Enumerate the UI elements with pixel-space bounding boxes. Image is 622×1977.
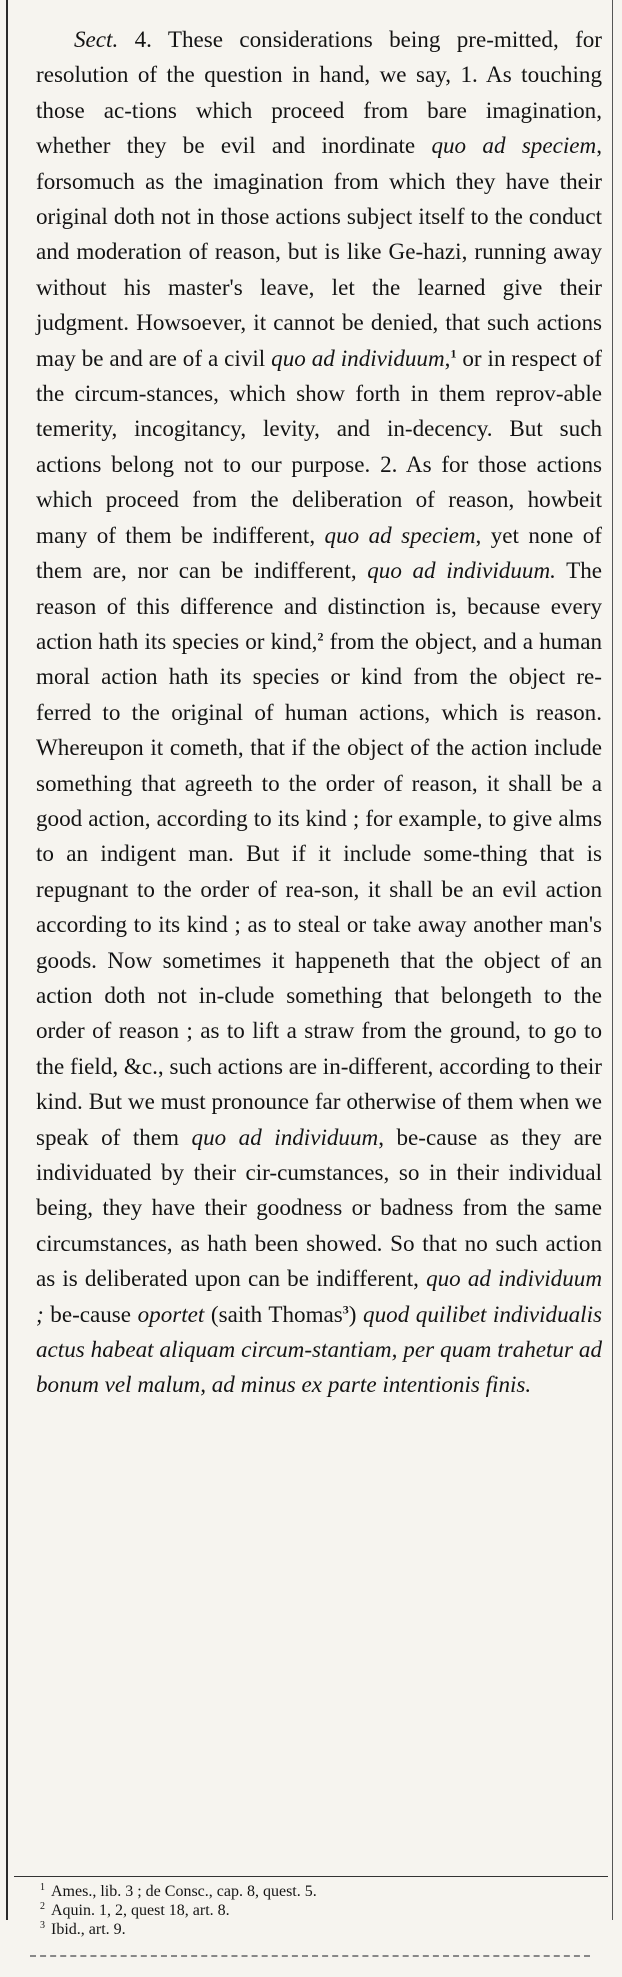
text-run: (saith Thomas (204, 1300, 343, 1327)
text-run: ) (348, 1300, 364, 1327)
footnote-reference: 2 (317, 629, 324, 644)
text-run: The reason of this difference and distinction is, because every action hath its species or kind, (36, 557, 602, 654)
bottom-edge-mark (30, 1955, 590, 1957)
footnote-reference: 3 (342, 1301, 349, 1316)
italic-phrase: Sect. (74, 26, 119, 52)
text-run: , (444, 344, 451, 371)
italic-phrase: quo ad individuum ; (36, 1265, 602, 1327)
italic-phrase: quo ad individuum (271, 344, 445, 371)
text-run: 4. These considerations being pre-mitted, for resolution of the question in hand, we say, 1. As touching those ac-tions which proceed from bare imagination, whether they be evil and inordinate (36, 26, 602, 159)
italic-phrase: quo ad individuum. (367, 557, 556, 584)
footnotes (40, 1882, 600, 1939)
footnote-3 (40, 1920, 600, 1939)
footnote-1 (40, 1882, 600, 1901)
main-text-column (36, 22, 602, 1403)
footnote-separator (14, 1876, 608, 1877)
italic-phrase: quod quilibet individualis actus habeat aliquam circum-stantiam, per quam trahetur ad bonum vel malum, ad minus ex parte intentionis finis. (36, 1300, 602, 1398)
footnote-text: Aquin. 1, 2, quest 18, art. 8. (51, 1902, 230, 1919)
text-run: be-cause (43, 1300, 138, 1327)
text-run: from the object, and a human moral action hath its species or kind from the object re-ferred to the original of human actions, which is reason. Whereupon it cometh, that if the object of the action include something that agreeth to the order of reason, it shall be a good action, according to its kind ; for example, to give alms to an indigent man. But if it include some-thing that is repugnant to the order of rea-son, it shall be an evil action according to its kind ; as to steal or take away another man's goods. Now sometimes it happeneth that the object of an action doth not in-clude something that belongeth to the order of reason ; as to lift a straw from the ground, to go to the field, &c., such actions are in-different, according to their kind. But we must pronounce far otherwise of them when we speak of them (36, 627, 602, 1150)
footnote-2 (40, 1901, 600, 1920)
left-margin-rule (6, 0, 8, 1920)
italic-phrase: quo ad speciem (431, 132, 597, 159)
right-margin-rule (612, 0, 613, 1920)
footnote-text: Ibid., art. 9. (51, 1921, 126, 1938)
text-run: , yet none of them are, nor can be indifferent, (36, 521, 602, 584)
text-run: or in respect of the circum-stances, which show forth in them reprov-able temerity, incogitancy, levity, and in-decency. But such actions belong not to our purpose. 2. As for those actions which proceed from the deliberation of reason, howbeit many of them be indifferent, (36, 344, 602, 548)
text-run: , be-cause as they are individuated by their cir-cumstances, so in their individual being, they have their goodness or badness from the same circumstances, as hath been showed. So that no such action as is deliberated upon can be indifferent, (36, 1123, 602, 1292)
italic-phrase: quo ad individuum (191, 1123, 379, 1150)
italic-phrase: oportet (137, 1300, 205, 1327)
footnote-mark: 1 (40, 1881, 45, 1893)
footnote-mark: 2 (40, 1900, 45, 1912)
italic-phrase: quo ad speciem (324, 521, 476, 548)
footnote-reference: 1 (450, 345, 457, 360)
footnote-mark: 3 (40, 1919, 45, 1931)
footnote-text: Ames., lib. 3 ; de Consc., cap. 8, quest. 5. (51, 1883, 317, 1900)
section-4-paragraph (36, 22, 602, 1403)
text-run: , forsomuch as the imagination from which they have their original doth not in those actions subject itself to the conduct and moderation of reason, but is like Ge-hazi, running away without his master's leave, let the learned give their judgment. Howsoever, it cannot be denied, that such actions may be and are of a civil (36, 132, 602, 371)
